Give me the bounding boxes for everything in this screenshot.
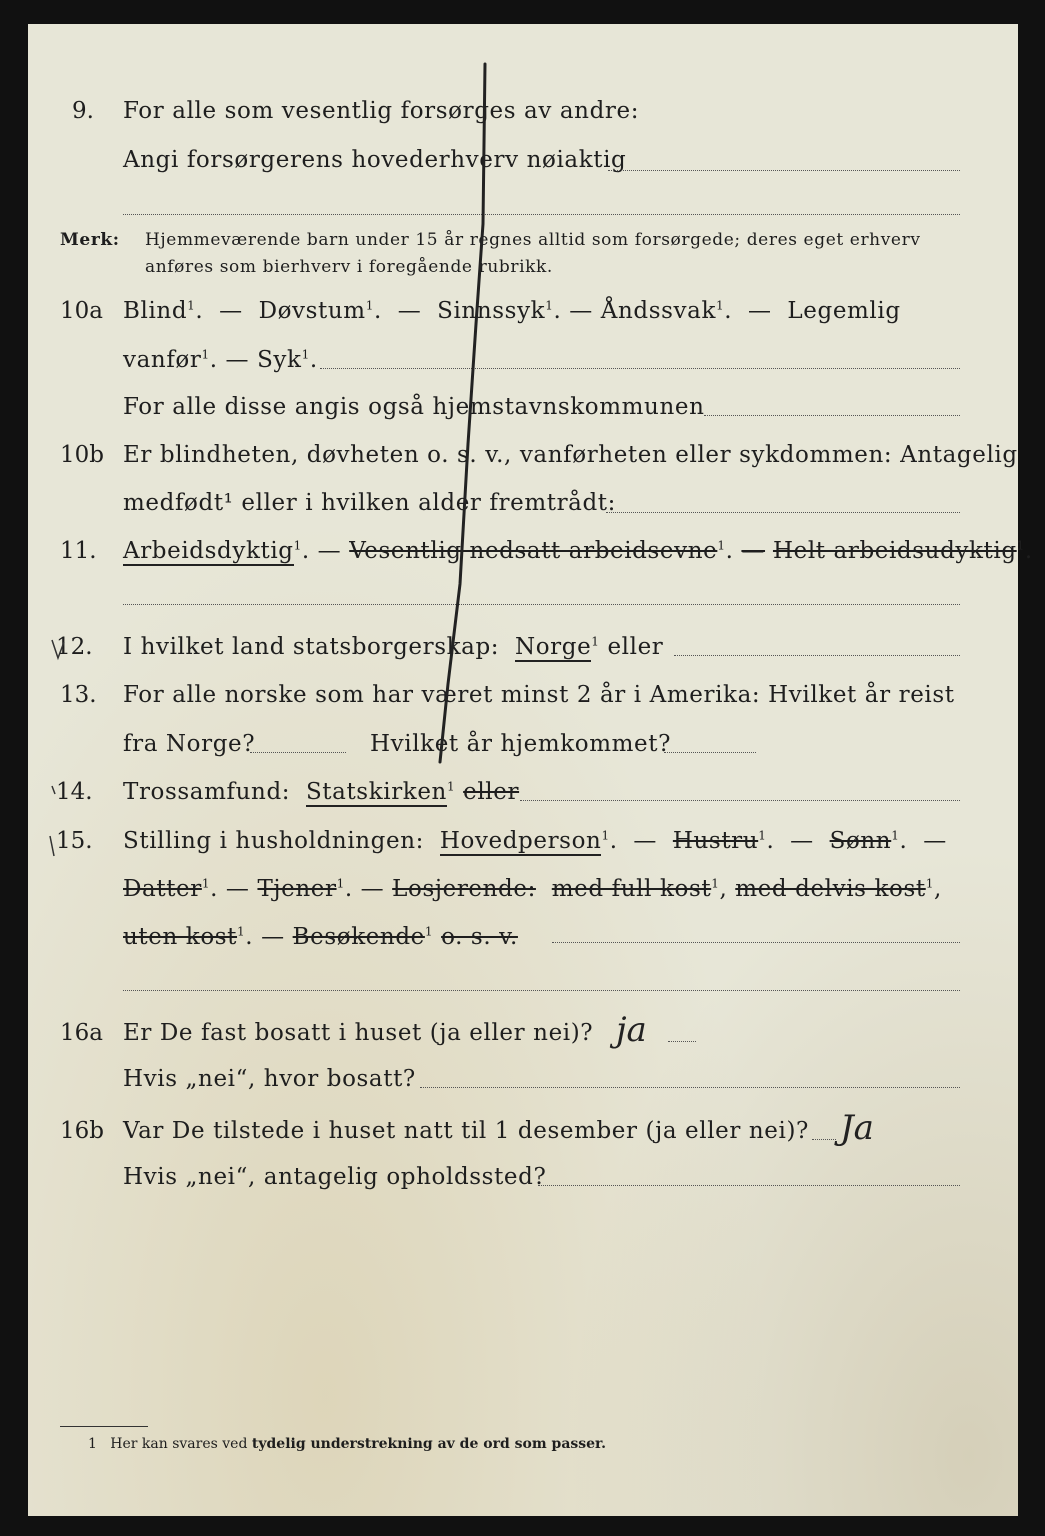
- q10a-legemlig: Legemlig: [787, 298, 901, 324]
- q11-vesentlig-nedsatt: Vesentlig nedsatt arbeidsevne: [349, 538, 718, 564]
- merk-line2: anføres som bierhverv i foregående rubrikk.: [145, 257, 553, 277]
- q11-options: Arbeidsdyktig$^1$. — Vesentlig nedsatt arbeidsevne$^1$. — Helt arbeidsudyktig$^1$.: [123, 538, 1033, 564]
- q14-line: Trossamfund: Statskirken$^1$ eller: [123, 779, 520, 805]
- q9-line1: For alle som vesentlig forsørges av andre:: [123, 98, 640, 124]
- q12-norge: Norge: [514, 634, 592, 660]
- footnote-bold-text: tydelig understrekning av de ord som passer.: [251, 1436, 607, 1452]
- q12-eller: eller: [607, 634, 664, 660]
- census-form-page: [28, 24, 1033, 1516]
- q15-line3: uten kost$^1$. — Besøkende$^1$ o. s. v.: [123, 924, 518, 950]
- q16a-line2: Hvis „nei“, hvor bosatt?: [123, 1066, 416, 1092]
- q16b-handwritten-answer: Ja: [840, 1108, 874, 1148]
- q15-besokende: Besøkende: [292, 924, 425, 950]
- q15-datter: Datter: [123, 876, 202, 902]
- q9-line2: Angi forsørgerens hovederhverv nøiaktig: [123, 147, 627, 173]
- q10a-sinnssyk: Sinnssyk: [437, 298, 546, 324]
- q14-label: Trossamfund:: [123, 779, 291, 805]
- q16a-number: 16a: [60, 1020, 103, 1046]
- q12-line: I hvilket land statsborgerskap: Norge$^1$ eller: [123, 634, 664, 660]
- q14-statskirken: Statskirken: [305, 779, 447, 805]
- footnote: [88, 1436, 606, 1452]
- q15-hustru: Hustru: [672, 828, 759, 854]
- q10b-number: 10b: [60, 442, 104, 468]
- q15-sonn: Sønn: [829, 828, 892, 854]
- merk-label: Merk:: [60, 230, 120, 250]
- pencil-mark: [28, 24, 1018, 1516]
- q12-text: I hvilket land statsborgerskap:: [123, 634, 500, 660]
- q10a-andssvak: Åndssvak: [600, 298, 716, 324]
- q10b-line1: Er blindheten, døvheten o. s. v., vanførheten eller sykdommen: Antagelig: [123, 442, 1018, 468]
- q16b-line2: Hvis „nei“, antagelig opholdssted?: [123, 1164, 547, 1190]
- q15-line1: Stilling i husholdningen: Hovedperson$^1$. — Hustru$^1$. — Sønn$^1$. —: [123, 828, 947, 854]
- footnote-mark: 1: [88, 1436, 97, 1452]
- q15-tjener: Tjener: [257, 876, 337, 902]
- q10a-syk: Syk: [257, 347, 302, 373]
- q16b-number: 16b: [60, 1118, 104, 1144]
- q11-helt-udyktig: Helt arbeidsudyktig: [772, 538, 1017, 564]
- q15-label: Stilling i husholdningen:: [123, 828, 424, 854]
- q15-delvis-kost: med delvis kost: [735, 876, 926, 902]
- footnote-text: Her kan svares ved: [110, 1436, 248, 1452]
- q16b-line1: Var De tilstede i huset natt til 1 desember (ja eller nei)?: [123, 1118, 809, 1144]
- q10a-number: 10a: [60, 298, 103, 324]
- q10a-dovstum: Døvstum: [258, 298, 366, 324]
- q10a-blind: Blind: [123, 298, 188, 324]
- q15-number: 15.: [56, 828, 93, 854]
- q14-number: 14.: [56, 779, 93, 805]
- q15-line2: Datter$^1$. — Tjener$^1$. — Losjerende: med full kost$^1$, med delvis kost$^1$,: [123, 876, 942, 902]
- q10a-vanfor: vanfør: [123, 347, 202, 373]
- q13-hjem: Hvilket år hjemkommet?: [370, 731, 672, 757]
- q11-number: 11.: [60, 538, 97, 564]
- q13-line1: For alle norske som har været minst 2 år i Amerika: Hvilket år reist: [123, 682, 955, 708]
- q12-number: 12.: [56, 634, 93, 660]
- q10b-line2: medfødt¹ eller i hvilken alder fremtrådt:: [123, 490, 616, 516]
- q10a-line3: For alle disse angis også hjemstavnskommunen: [123, 394, 705, 420]
- q16a-handwritten-answer: ja: [616, 1010, 647, 1050]
- q9-number: 9.: [72, 98, 94, 124]
- q15-uten-kost: uten kost: [123, 924, 238, 950]
- q15-losjerende: Losjerende:: [392, 876, 536, 902]
- q15-full-kost: med full kost: [551, 876, 712, 902]
- q15-hovedperson: Hovedperson: [439, 828, 602, 854]
- q16a-line1: Er De fast bosatt i huset (ja eller nei)?: [123, 1020, 594, 1046]
- q11-arbeidsdyktig: Arbeidsdyktig: [123, 538, 294, 564]
- q13-number: 13.: [60, 682, 97, 708]
- q10a-line2: vanfør$^1$. — Syk$^1$.: [123, 347, 318, 373]
- q15-osv: o. s. v.: [441, 924, 518, 950]
- merk-line1: Hjemmeværende barn under 15 år regnes alltid som forsørgede; deres eget erhverv: [145, 230, 921, 250]
- q10a-options: Blind$^1$. — Døvstum$^1$. — Sinnssyk$^1$. — Åndssvak$^1$. — Legemlig: [123, 298, 901, 324]
- q14-eller: eller: [463, 779, 520, 805]
- footnote-rule: [60, 1426, 148, 1427]
- q13-fra: fra Norge?: [123, 731, 256, 757]
